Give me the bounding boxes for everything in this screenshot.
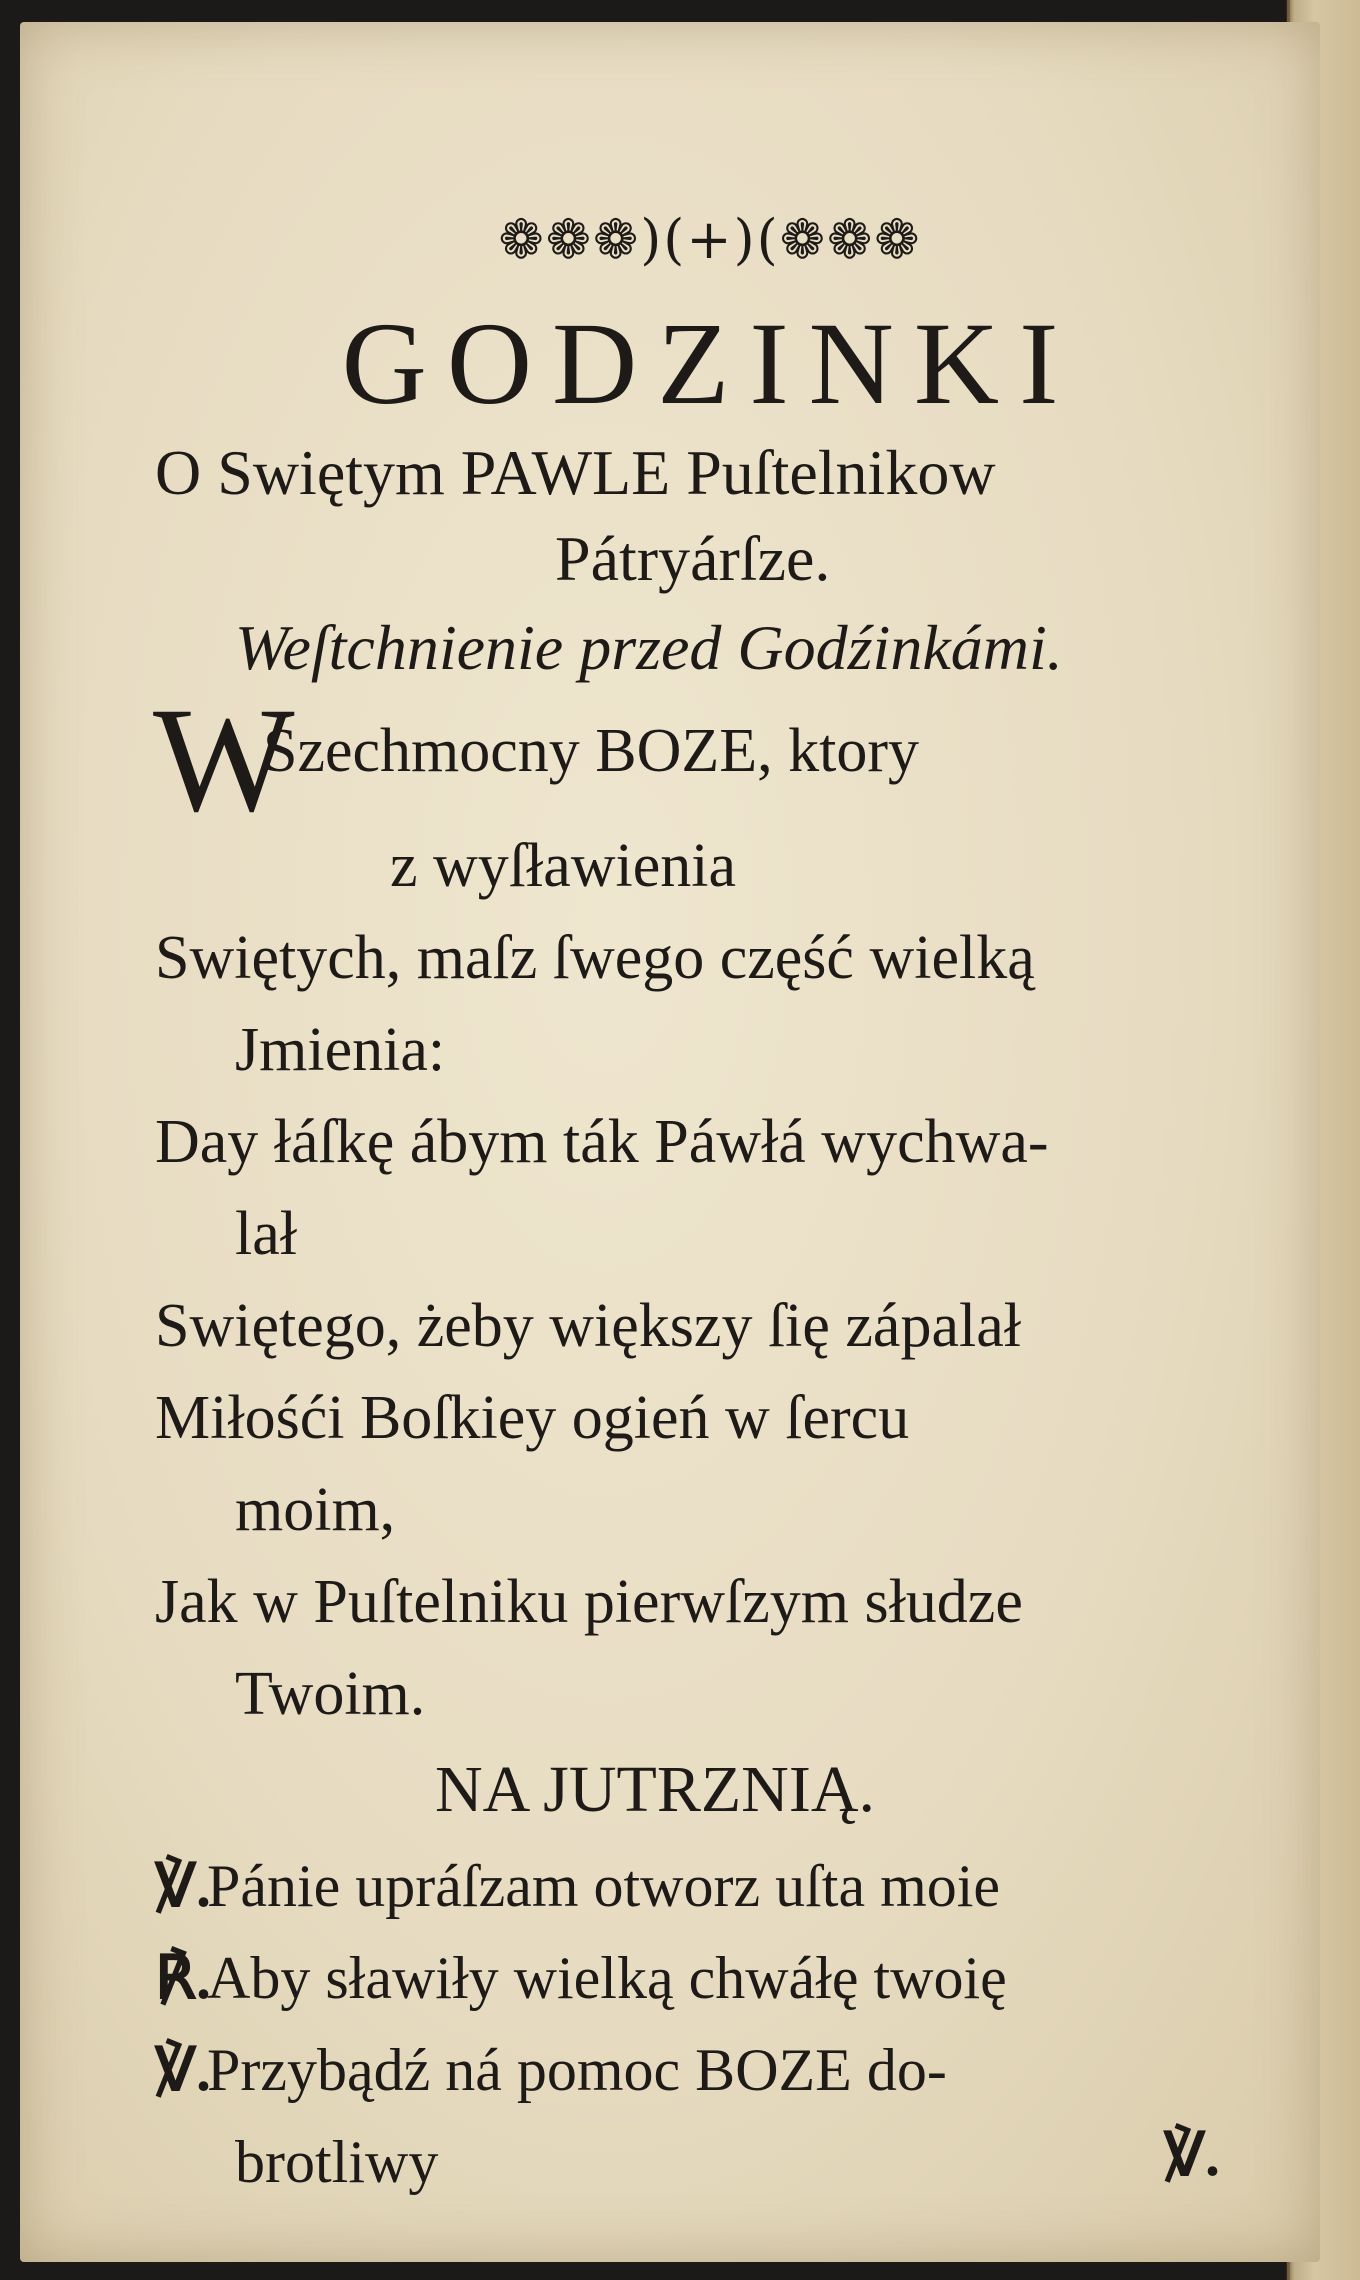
subtitle-line-2: Pátryárſze.: [555, 523, 831, 594]
page-text-block: [155, 200, 1295, 2208]
response-line: [155, 1840, 1295, 1932]
response-continuation: brotliwy: [235, 2129, 439, 2195]
versicle-mark: ℣.: [155, 2037, 212, 2103]
response-line: [155, 2024, 1295, 2116]
response-text: Aby sławiły wielką chwáłę twoię: [207, 1945, 1007, 2011]
hymn-line: Swiętego, żeby większy ſię zápalał: [155, 1292, 1021, 1360]
drop-cap: W: [153, 677, 295, 843]
versicle-mark: ℣.: [155, 1853, 212, 1919]
response-text: Przybądź ná pomoc BOZE do-: [207, 2037, 947, 2103]
response-text: Pánie upráſzam otworz uſta moie: [207, 1853, 1001, 1919]
hymn-line: Jak w Puſtelniku pierwſzym słudze: [155, 1568, 1023, 1636]
intro-heading: Weſtchnienie przed Godźinkámi.: [235, 612, 1063, 683]
hymn-line: lał: [235, 1200, 297, 1268]
page-title: GODZINKI: [341, 298, 1079, 429]
catchword: ℣.: [1163, 2122, 1220, 2188]
header-ornament: ❁❁❁)(+)(❁❁❁: [498, 208, 922, 271]
hymn-line: Jmienia:: [235, 1016, 446, 1084]
hymn-line: Miłośći Boſkiey ogień w ſercu: [155, 1384, 910, 1452]
subtitle-line-1: O Swiętym PAWLE Puſtelnikow: [155, 437, 996, 508]
hymn-line: Twoim.: [235, 1660, 426, 1728]
section-heading: NA JUTRZNIĄ.: [435, 1753, 875, 1826]
hymn-line: moim,: [235, 1476, 396, 1544]
hymn-line-1-rest: Szechmocny BOZE, ktory: [263, 717, 920, 785]
response-line: [155, 1932, 1295, 2024]
hymn-first-line: [153, 677, 1295, 843]
response-mark: ℟.: [155, 1945, 212, 2011]
hymn-line: Day łáſkę ábym ták Páwłá wychwa-: [155, 1108, 1049, 1176]
hymn-line: Swiętych, maſz ſwego część wielką: [155, 924, 1035, 992]
hymn-line-1-cont: z wyſławienia: [390, 832, 737, 900]
